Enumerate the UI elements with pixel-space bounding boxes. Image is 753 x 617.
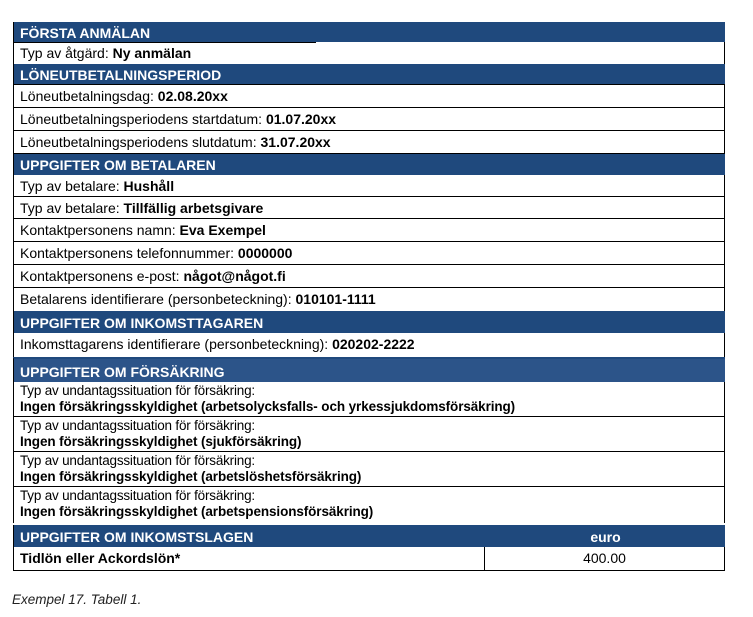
row-loneutbetalningsdag: Löneutbetalningsdag: 02.08.20xx	[13, 85, 725, 108]
column-header-euro: euro	[590, 529, 621, 545]
row-kontaktperson-namn: Kontaktpersonens namn: Eva Exempel	[13, 219, 725, 242]
section-header-inkomstslagen: UPPGIFTER OM INKOMSTSLAGEN euro	[13, 525, 725, 547]
row-typ-av-betalare-2: Typ av betalare: Tillfällig arbetsgivare	[13, 197, 725, 219]
row-typ-av-betalare-1: Typ av betalare: Hushåll	[13, 175, 725, 197]
section-header-loneutbetalningsperiod: LÖNEUTBETALNINGSPERIOD	[13, 64, 725, 85]
example-table	[13, 22, 725, 571]
row-startdatum: Löneutbetalningsperiodens startdatum: 01.07.20xx	[13, 108, 725, 131]
section-header-betalaren: UPPGIFTER OM BETALAREN	[13, 154, 725, 175]
row-tidlon: Tidlön eller Ackordslön* 400.00	[13, 547, 725, 571]
row-inkomsttagarens-identifierare: Inkomsttagarens identifierare (personbeteckning): 020202-2222	[13, 333, 725, 357]
row-slutdatum: Löneutbetalningsperiodens slutdatum: 31.07.20xx	[13, 131, 725, 154]
row-kontaktperson-epost: Kontaktpersonens e-post: något@något.fi	[13, 265, 725, 288]
divider	[14, 42, 316, 43]
table-caption: Exempel 17. Tabell 1.	[12, 592, 142, 607]
amount-value: 400.00	[583, 550, 626, 566]
section-header-forsakring: UPPGIFTER OM FÖRSÄKRING	[13, 357, 725, 382]
section-header-inkomsttagaren: UPPGIFTER OM INKOMSTTAGAREN	[13, 311, 725, 333]
row-kontaktperson-telefon: Kontaktpersonens telefonnummer: 0000000	[13, 242, 725, 265]
row-forsakring-2: Typ av undantagssituation för försäkring: Ingen försäkringsskyldighet (sjukförsäkring)	[13, 417, 725, 452]
section-header-forsta-anmalan: FÖRSTA ANMÄLAN	[13, 22, 725, 42]
row-betalarens-identifierare: Betalarens identifierare (personbeteckning): 010101-1111	[13, 288, 725, 311]
row-forsakring-3: Typ av undantagssituation för försäkring: Ingen försäkringsskyldighet (arbetslöshetsförsäkring)	[13, 452, 725, 487]
row-forsakring-1: Typ av undantagssituation för försäkring: Ingen försäkringsskyldighet (arbetsolycksfalls- och yrkessjukdomsförsäkring)	[13, 382, 725, 417]
row-forsakring-4: Typ av undantagssituation för försäkring: Ingen försäkringsskyldighet (arbetspensionsförsäkring)	[13, 487, 725, 523]
row-typ-av-atgard: Typ av åtgärd: Ny anmälan	[13, 42, 725, 64]
